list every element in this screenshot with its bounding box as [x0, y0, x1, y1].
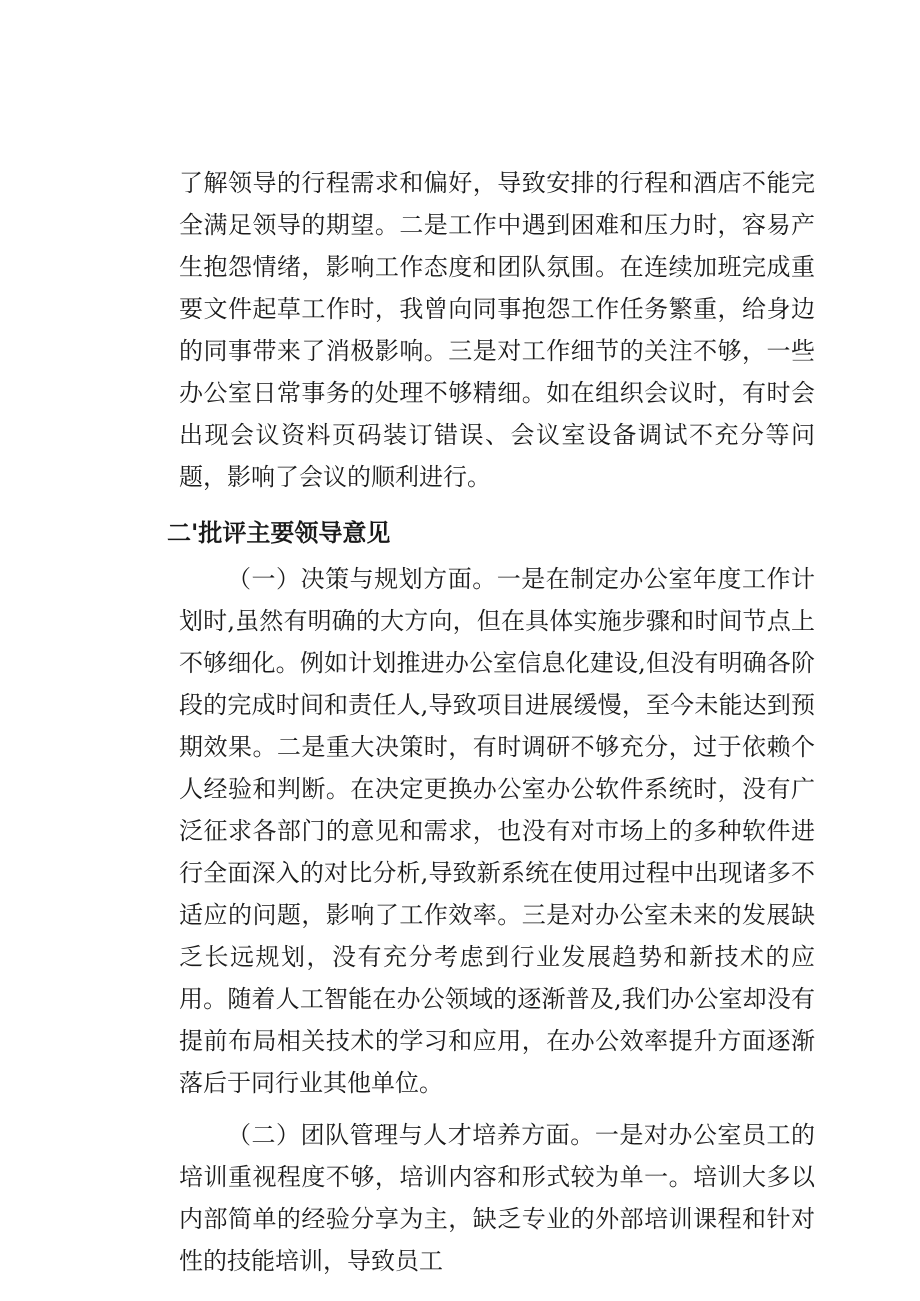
paragraph-team-management: （二）团队管理与人才培养方面。一是对办公室员工的培训重视程度不够，培训内容和形式较为单一。培训大多以内部简单的经验分享为主，缺乏专业的外部培训课程和针对性的技能培训，导致员工 — [179, 1121, 815, 1275]
paragraph-continuation: 了解领导的行程需求和偏好，导致安排的行程和酒店不能完全满足领导的期望。二是工作中遇到困难和压力时，容易产生抱怨情绪，影响工作态度和团队氛围。在连续加班完成重要文件起草工作时，我曾向同事抱怨工作任务繁重，给身边的同事带来了消极影响。三是对工作细节的关注不够，一些办公室日常事务的处理不够精细。如在组织会议时，有时会出现会议资料页码装订错误、会议室设备调试不充分等问题，影响了会议的顺利进行。 — [179, 169, 815, 491]
paragraph-decision-planning: （一）决策与规划方面。一是在制定办公室年度工作计划时,虽然有明确的大方向，但在具体实施步骤和时间节点上不够细化。例如计划推进办公室信息化建设,但没有明确各阶段的完成时间和责任人,导致项目进展缓慢，至今未能达到预期效果。二是重大决策时，有时调研不够充分，过于依赖个人经验和判断。在决定更换办公室办公软件系统时，没有广泛征求各部门的意见和需求，也没有对市场上的多种软件进行全面深入的对比分析,导致新系统在使用过程中出现诸多不适应的问题，影响了工作效率。三是对办公室未来的发展缺乏长远规划，没有充分考虑到行业发展趋势和新技术的应用。随着人工智能在办公领域的逐渐普及,我们办公室却没有提前布局相关技术的学习和应用，在办公效率提升方面逐渐落后于同行业其他单位。 — [179, 565, 815, 1097]
section-heading: 二'批评主要领导意见 — [167, 519, 391, 547]
paragraph-spacer — [179, 1104, 815, 1114]
paragraph-spacer — [179, 498, 815, 508]
document-body — [167, 162, 815, 1282]
